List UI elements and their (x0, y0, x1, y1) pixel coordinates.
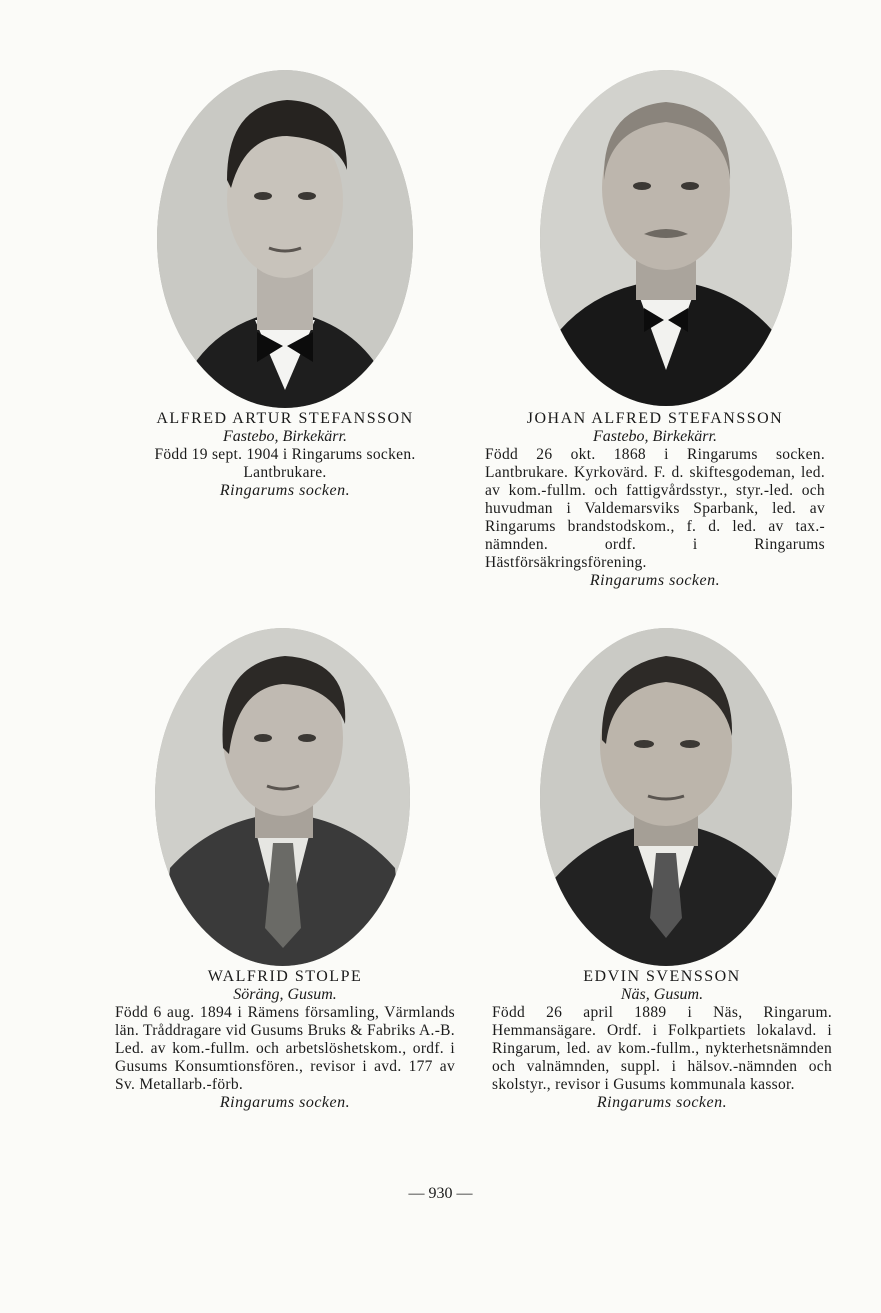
residence: Söräng, Gusum. (233, 986, 337, 1003)
portrait-photo (155, 628, 410, 966)
parish: Ringarums socken. (589, 572, 721, 589)
person-name: JOHAN ALFRED STEFANSSON (526, 410, 784, 427)
biography: Född 6 aug. 1894 i Rämens församling, Värmlands län. Tråddragare vid Gusums Bruks & Fabriks A.-B. Led. av kom.-fullm. och arbetslöshetskom., ordf. i Gusums Konsumtionsfören., revisor i avd. 177 av Sv. Metallarb.-förb. (115, 1004, 455, 1093)
portrait-photo (540, 628, 792, 966)
biography: Född 26 april 1889 i Näs, Ringarum. Hemmansägare. Ordf. i Folkpartiets lokalavd. i Ringarum, led. av kom.-fullm., nykterhetsnämnden och valnämnden, suppl. i hälsov.-nämnden och skolstyr., revisor i Gusums kommunala kassor. (492, 1004, 832, 1093)
biography: Född 19 sept. 1904 i Ringarums socken. Lantbrukare. (154, 446, 416, 481)
parish: Ringarums socken. (219, 1094, 351, 1111)
person-name: ALFRED ARTUR STEFANSSON (156, 410, 414, 427)
parish: Ringarums socken. (219, 482, 351, 499)
residence: Fastebo, Birkekärr. (223, 428, 347, 445)
parish: Ringarums socken. (596, 1094, 728, 1111)
biography: Född 26 okt. 1868 i Ringarums socken. Lantbrukare. Kyrkovärd. F. d. skiftesgodeman, led. av kom.-fullm. och fattigvårdsstyr., styr.-led. och huvudman i Valdemarsviks Sparbank, led. av Ringarums brandstodskom., f. d. led. av tax.-nämnden. ordf. i Ringarums Hästförsäkringsförening. (485, 446, 825, 571)
residence: Fastebo, Birkekärr. (593, 428, 717, 445)
portrait-photo (540, 70, 792, 406)
residence: Näs, Gusum. (620, 986, 704, 1003)
person-name: WALFRID STOLPE (207, 968, 363, 985)
person-name: EDVIN SVENSSON (583, 968, 741, 985)
portrait-photo (157, 70, 413, 408)
page-number: — 930 — (408, 1185, 473, 1202)
